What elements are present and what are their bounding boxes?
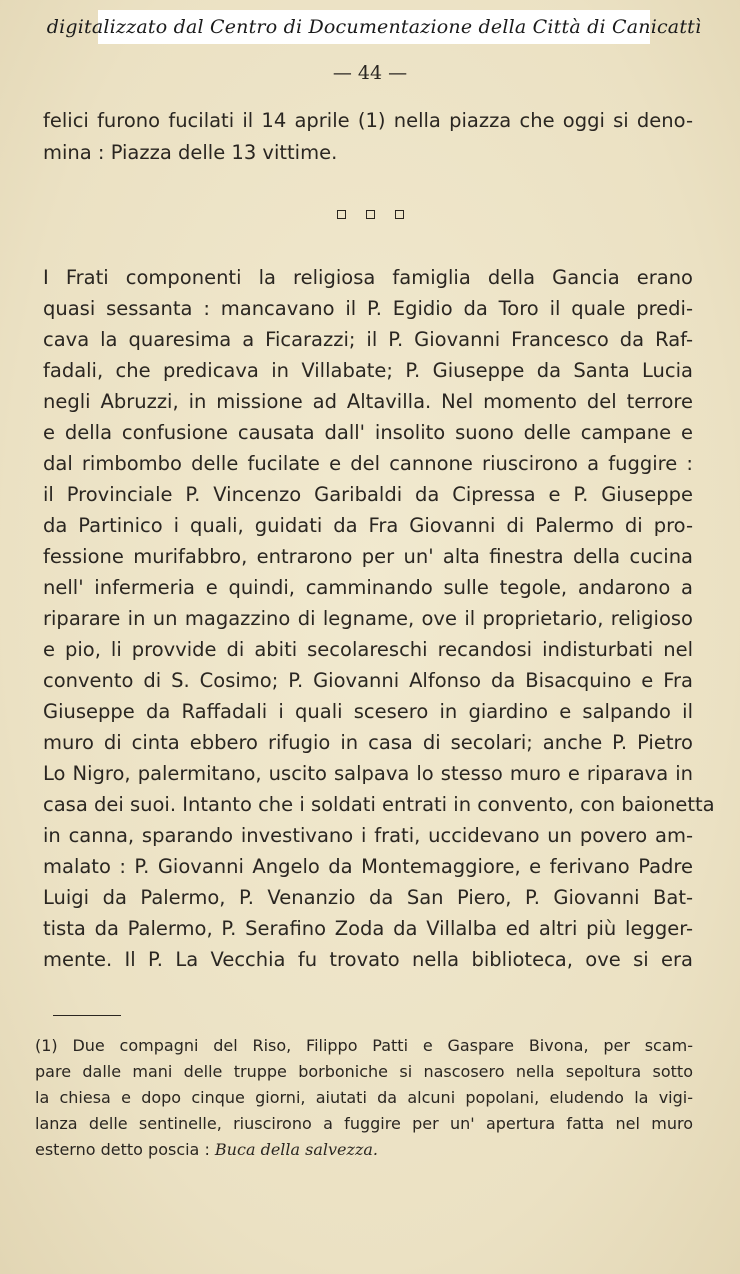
text-line: quasi sessanta : mancavano il P. Egidio da Toro il quale predi- <box>43 297 693 320</box>
footnote-line: lanza delle sentinelle, riuscirono a fuggire per un' apertura fatta nel muro <box>35 1114 693 1133</box>
text-line: fessione murifabbro, entrarono per un' alta finestra della cucina <box>43 545 693 568</box>
text-line: convento di S. Cosimo; P. Giovanni Alfonso da Bisacquino e Fra <box>43 669 693 692</box>
text-line: mina : Piazza delle 13 vittime. <box>43 141 338 164</box>
text-line: in canna, sparando investivano i frati, uccidevano un povero am- <box>43 824 693 847</box>
text-line: da Partinico i quali, guidati da Fra Giovanni di Palermo di pro- <box>43 514 693 537</box>
text-line: felici furono fucilati il 14 aprile (1) nella piazza che oggi si deno- <box>43 109 693 132</box>
text-line: dal rimbombo delle fucilate e del cannone riuscirono a fuggire : <box>43 452 693 475</box>
separator-square-icon <box>366 210 375 219</box>
footnote-line: (1) Due compagni del Riso, Filippo Patti e Gaspare Bivona, per scam- <box>35 1036 693 1055</box>
footnote-italic-term: Buca della salvezza. <box>214 1140 378 1159</box>
text-line: malato : P. Giovanni Angelo da Montemaggiore, e ferivano Padre <box>43 855 693 878</box>
text-line: nell' infermeria e quindi, camminando sulle tegole, andarono a <box>43 576 693 599</box>
footnote-line: la chiesa e dopo cinque giorni, aiutati da alcuni popolani, eludendo la vigi- <box>35 1088 693 1107</box>
text-line: Luigi da Palermo, P. Venanzio da San Piero, P. Giovanni Bat- <box>43 886 693 909</box>
text-line: Giuseppe da Raffadali i quali scesero in giardino e salpando il <box>43 700 693 723</box>
text-line: mente. Il P. La Vecchia fu trovato nella biblioteca, ove si era <box>43 948 693 971</box>
footnote-line <box>35 1140 693 1160</box>
text-line: I Frati componenti la religiosa famiglia della Gancia erano <box>43 266 693 289</box>
text-line: negli Abruzzi, in missione ad Altavilla. Nel momento del terrore <box>43 390 693 413</box>
text-line: e della confusione causata dall' insolito suono delle campane e <box>43 421 693 444</box>
text-line: muro di cinta ebbero rifugio in casa di secolari; anche P. Pietro <box>43 731 693 754</box>
separator-square-icon <box>337 210 346 219</box>
text-line: e pio, li provvide di abiti secolareschi recandosi indisturbati nel <box>43 638 693 661</box>
text-line: il Provinciale P. Vincenzo Garibaldi da Cipressa e P. Giuseppe <box>43 483 693 506</box>
text-line: tista da Palermo, P. Serafino Zoda da Villalba ed altri più legger- <box>43 917 693 940</box>
text-line: cava la quaresima a Ficarazzi; il P. Giovanni Francesco da Raf- <box>43 328 693 351</box>
text-line: Lo Nigro, palermitano, uscito salpava lo stesso muro e riparava in <box>43 762 693 785</box>
page-number: — 44 — <box>332 62 408 84</box>
separator-square-icon <box>395 210 404 219</box>
section-separator <box>0 210 740 219</box>
footnote-text: esterno detto poscia : <box>35 1140 215 1159</box>
text-line: riparare in un magazzino di legname, ove il proprietario, religioso <box>43 607 693 630</box>
digitization-watermark: digitalizzato dal Centro di Documentazione della Città di Canicattì <box>98 10 650 44</box>
footnote-line: pare dalle mani delle truppe borboniche si nascosero nella sepoltura sotto <box>35 1062 693 1081</box>
text-line: fadali, che predicava in Villabate; P. Giuseppe da Santa Lucia <box>43 359 693 382</box>
text-line: casa dei suoi. Intanto che i soldati entrati in convento, con baionetta <box>43 793 715 816</box>
footnote-rule <box>53 1015 121 1016</box>
